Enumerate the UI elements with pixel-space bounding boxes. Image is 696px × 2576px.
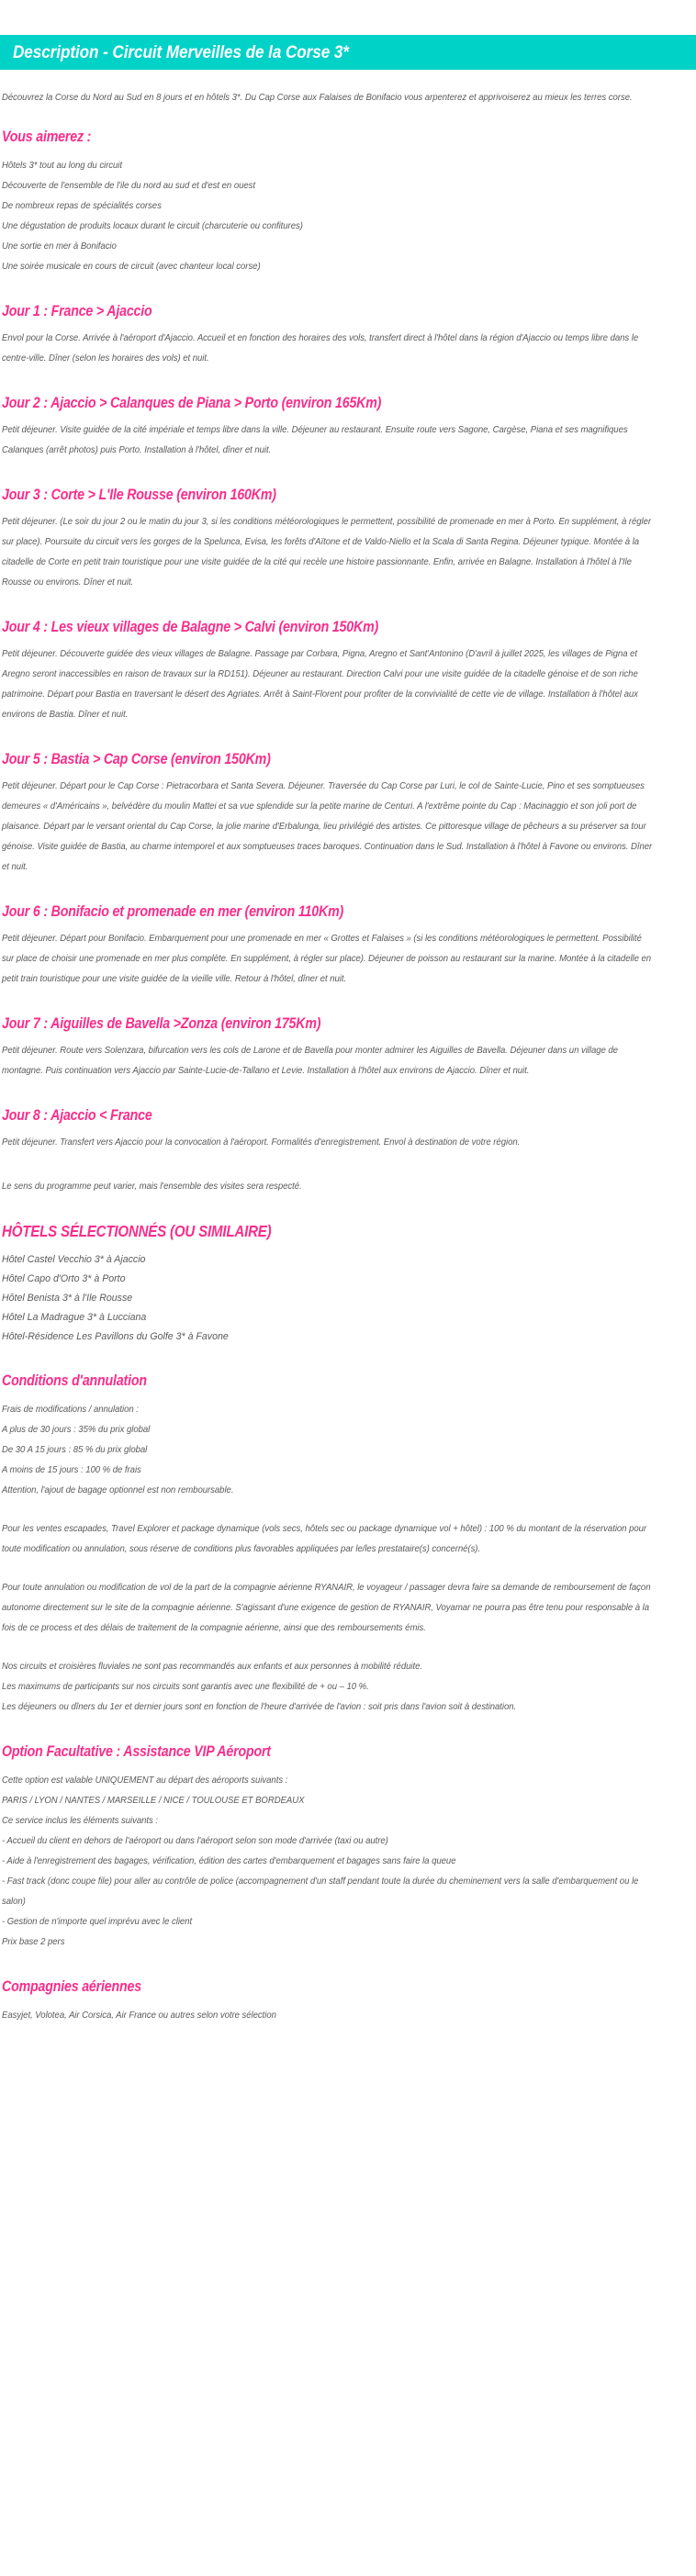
day-heading-7: Jour 7 : Aiguilles de Bavella >Zonza (environ 175Km) bbox=[2, 1015, 321, 1032]
list-item: Hôtel Castel Vecchio 3* à Ajaccio bbox=[2, 1254, 146, 1265]
list-item: Hôtel Benista 3* à l'Ile Rousse bbox=[2, 1293, 133, 1304]
list-item: De 30 A 15 jours : 85 % du prix global bbox=[2, 1445, 148, 1455]
day-heading-5: Jour 5 : Bastia > Cap Corse (environ 150Km) bbox=[2, 751, 271, 767]
list-item: Cette option est valable UNIQUEMENT au départ des aéroports suivants : bbox=[2, 1775, 288, 1786]
day-text-8: Petit déjeuner. Transfert vers Ajaccio pour la convocation à l'aéroport. Formalités d'enregistrement. Envol à destination de votre région. bbox=[2, 1137, 521, 1148]
list-item: A plus de 30 jours : 35% du prix global bbox=[2, 1425, 151, 1435]
list-item: Hôtels 3* tout au long du circuit bbox=[2, 161, 122, 171]
day-text-4: Petit déjeuner. Découverte guidée des vieux villages de Balagne. Passage par Corbara, Pigna, Aregno et Sant'Antonino (D'avril à juillet 2025, les villages de Pigna et Aregno seront inaccessibles en raison de travaux sur la RD151). Déjeuner au restaurant. Direction Calvi pour une visite guidée de la citadelle génoise et de son riche patrimoine. Départ pour Bastia en traversant le désert des Agriates. Arrêt à Saint-Florent pour profiter de la convivialité de cette vie de village. Installation à l'hôtel aux environs de Bastia. Dîner et nuit. bbox=[2, 649, 638, 720]
section-heading-vous-aimerez: Vous aimerez : bbox=[2, 129, 92, 145]
list-item: - Aide à l'enregistrement des bagages, vérification, édition des cartes d'embarquement et bagages sans faire la queue bbox=[2, 1856, 456, 1866]
section-heading-hotels: HÔTELS SÉLECTIONNÉS (OU SIMILAIRE) bbox=[2, 1222, 272, 1240]
list-item: Hôtel Capo d'Orto 3* à Porto bbox=[2, 1273, 126, 1284]
list-item: Attention, l'ajout de bagage optionnel est non remboursable. bbox=[2, 1485, 234, 1495]
day-text-3: Petit déjeuner. (Le soir du jour 2 ou le matin du jour 3, si les conditions météorologiques le permettent, possibilité de promenade en mer à Porto. En supplément, à régler sur place). Poursuite du circuit vers les gorges de la Spelunca, Evisa, les forêts d'Aïtone et de Valdo-Niello et la Scala di Santa Regina. Déjeuner typique. Montée à la citadelle de Corte en petit train touristique pour une visite guidée de la cité qui recèle une histoire passionnante. Enfin, arrivée en Balagne. Installation à l'hôtel à l'Ile Rousse ou environs. Dîner et nuit. bbox=[2, 517, 652, 588]
list-item: Hôtel La Madrague 3* à Lucciana bbox=[2, 1312, 147, 1323]
list-item: Découverte de l'ensemble de l'ile du nord au sud et d'est en ouest bbox=[2, 181, 256, 191]
day-text-7: Petit déjeuner. Route vers Solenzara, bifurcation vers les cols de Larone et de Bavella pour monter admirer les Aiguilles de Bavella. Déjeuner dans un village de montagne. Puis continuation vers Ajaccio par Sainte-Lucie-de-Tallano et Levie. Installation à l'hôtel aux environs de Ajaccio. Dîner et nuit. bbox=[2, 1046, 618, 1076]
list-item: De nombreux repas de spécialités corses bbox=[2, 201, 162, 211]
annulation-notes-list bbox=[2, 1657, 694, 1718]
section-heading-annulation: Conditions d'annulation bbox=[2, 1372, 147, 1389]
list-item: - Gestion de n'importe quel imprévu avec le client bbox=[2, 1917, 193, 1927]
list-item: Une dégustation de produits locaux durant le circuit (charcuterie ou confitures) bbox=[2, 221, 303, 231]
day-heading-8: Jour 8 : Ajaccio < France bbox=[2, 1107, 152, 1124]
list-item: - Accueil du client en dehors de l'aéroport ou dans l'aéroport selon son mode d'arrivée (taxi ou autre) bbox=[2, 1836, 388, 1846]
compagnies-text: Easyjet, Volotea, Air Corsica, Air France ou autres selon votre sélection bbox=[2, 2010, 276, 2021]
section-heading-compagnies: Compagnies aériennes bbox=[2, 1978, 141, 1995]
day-text-6: Petit déjeuner. Départ pour Bonifacio. Embarquement pour une promenade en mer « Grottes et Falaises » (si les conditions météorologiques le permettent. Possibilité sur place de choisir une promenade en mer plus complète. En supplément, à régler sur place). Déjeuner de poisson au restaurant sur la marine. Montée à la citadelle en petit train touristique pour une visite guidée de la vieille ville. Retour à l'hôtel, dîner et nuit. bbox=[2, 934, 652, 984]
annulation-ryanair-paragraph: Pour toute annulation ou modification de vol de la part de la compagnie aérienne RYANAIR, le voyageur / passager devra faire sa demande de remboursement de façon autonome directement sur le site de la compagnie aérienne. S'agissant d'une exigence de gestion de RYANAIR, Voyamar ne pourra pas être tenu pour responsable à la fois de ce process et des délais de traitement de la compagnie aérienne, ainsi que des remboursements émis. bbox=[2, 1583, 651, 1633]
intro-paragraph: Découvrez la Corse du Nord au Sud en 8 jours et en hôtels 3*. Du Cap Corse aux Falaises de Bonifacio vous arpenterez et apprivoiserez au mieux les terres corse. bbox=[2, 93, 633, 103]
list-item: Une soirée musicale en cours de circuit (avec chanteur local corse) bbox=[2, 262, 261, 272]
list-item: Frais de modifications / annulation : bbox=[2, 1405, 139, 1415]
list-item: Nos circuits et croisières fluviales ne sont pas recommandés aux enfants et aux personnes à mobilité réduite. bbox=[2, 1662, 422, 1672]
day-heading-6: Jour 6 : Bonifacio et promenade en mer (environ 110Km) bbox=[2, 903, 344, 920]
list-item: Ce service inclus les éléments suivants : bbox=[2, 1816, 158, 1826]
page-header-banner bbox=[0, 35, 696, 70]
day-heading-2: Jour 2 : Ajaccio > Calanques de Piana > Porto (environ 165Km) bbox=[2, 395, 382, 411]
hotels-list bbox=[2, 1250, 694, 1347]
annulation-escapades-paragraph: Pour les ventes escapades, Travel Explorer et package dynamique (vols secs, hôtels sec ou package dynamique vol + hôtel) : 100 % du montant de la réservation pour toute modification ou annulation, sous réserve de conditions plus favorables appliquées par le/les prestataire(s) concerné(s). bbox=[2, 1524, 647, 1554]
page-title: Description - Circuit Merveilles de la Corse 3* bbox=[13, 41, 349, 62]
list-item: Prix base 2 pers bbox=[2, 1937, 65, 1947]
description-page bbox=[0, 35, 696, 2043]
day-heading-4: Jour 4 : Les vieux villages de Balagne > Calvi (environ 150Km) bbox=[2, 619, 379, 635]
day-text-2: Petit déjeuner. Visite guidée de la cité impériale et temps libre dans la ville. Déjeuner au restaurant. Ensuite route vers Sagone, Cargèse, Piana et ses magnifiques Calanques (arrêt photos) puis Porto. Installation à l'hôtel, dîner et nuit. bbox=[2, 425, 628, 455]
list-item: Les déjeuners ou dîners du 1er et dernier jours sont en fonction de l'heure d'arrivée de l'avion : soit pris dans l'avion soit à destination. bbox=[2, 1702, 517, 1712]
section-heading-option-vip: Option Facultative : Assistance VIP Aéroport bbox=[2, 1743, 271, 1760]
page-content bbox=[0, 70, 696, 2026]
list-item: Les maximums de participants sur nos circuits sont garantis avec une flexibilité de + ou – 10 %. bbox=[2, 1682, 369, 1692]
list-item: - Fast track (donc coupe file) pour aller au contrôle de police (accompagnement d'un staff pendant toute la durée du cheminement vers la salle d'embarquement ou le salon) bbox=[2, 1876, 639, 1907]
list-item: A moins de 15 jours : 100 % de frais bbox=[2, 1465, 141, 1475]
day-text-5: Petit déjeuner. Départ pour le Cap Corse : Pietracorbara et Santa Severa. Déjeuner. Traversée du Cap Corse par Luri, le col de Sainte-Lucie, Pino et ses somptueuses demeures « d'Américains », belvédère du moulin Mattei et sa vue splendide sur la petite marine de Centuri. A l'extrême pointe du Cap : Macinaggio et son joli port de plaisance. Départ par le versant oriental du Cap Corse, la jolie marine d'Erbalunga, lieu privilégié des artistes. Ce pittoresque village de pêcheurs a su préserver sa tour génoise. Visite guidée de Bastia, au charme intemporel et aux somptueuses traces baroques. Continuation dans le Sud. Installation à l'hôtel à Favone ou environs. Dîner et nuit. bbox=[2, 781, 653, 872]
vous-aimerez-list bbox=[2, 156, 694, 277]
option-vip-list bbox=[2, 1771, 694, 1953]
day-heading-3: Jour 3 : Corte > L'Ile Rousse (environ 160Km) bbox=[2, 487, 276, 503]
day-text-1: Envol pour la Corse. Arrivée à l'aéroport d'Ajaccio. Accueil et en fonction des horaires des vols, transfert direct à l'hôtel dans la région d'Ajaccio ou temps libre dans le centre-ville. Dîner (selon les horaires des vols) et nuit. bbox=[2, 333, 639, 364]
annulation-fees-list bbox=[2, 1400, 694, 1501]
programme-note: Le sens du programme peut varier, mais l'ensemble des visites sera respecté. bbox=[2, 1182, 302, 1192]
list-item: PARIS / LYON / NANTES / MARSEILLE / NICE / TOULOUSE ET BORDEAUX bbox=[2, 1796, 305, 1806]
day-heading-1: Jour 1 : France > Ajaccio bbox=[2, 303, 152, 319]
list-item: Hôtel-Résidence Les Pavillons du Golfe 3* à Favone bbox=[2, 1331, 229, 1342]
list-item: Une sortie en mer à Bonifacio bbox=[2, 241, 117, 252]
